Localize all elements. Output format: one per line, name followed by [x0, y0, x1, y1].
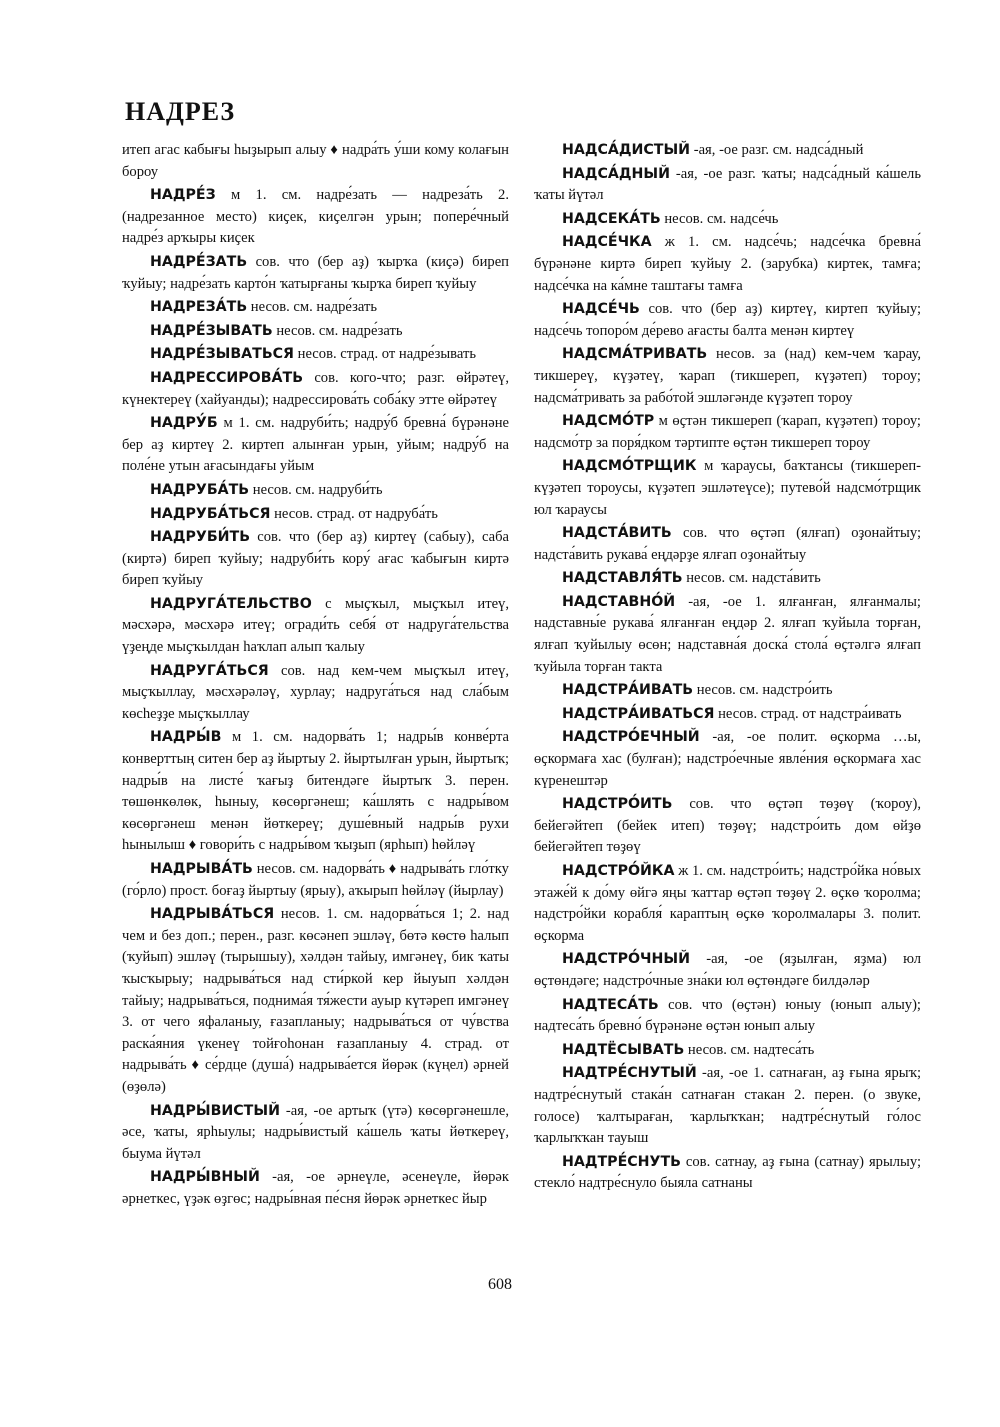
- dictionary-entry: [534, 727, 921, 792]
- entry-text: с мыҫҡыл, мыҫҡыл итеү, мәсхәрә, мәсхәрә итеү; огради́ть себя́ от надруга́тельства үҙеңде мыҫҡылдан һаҡлап алып ҡалыу: [122, 595, 509, 656]
- dictionary-entry: [122, 185, 509, 250]
- entry-headword: НАДСМО́ТРЩИК: [562, 458, 697, 475]
- entry-text: несов. см. надре́зать: [250, 299, 377, 316]
- dictionary-entry: [534, 164, 921, 207]
- entry-headword: НАДСТРО́ЙКА: [562, 863, 675, 879]
- entry-headword: НАДСТРО́ЧНЫЙ: [562, 951, 690, 968]
- dictionary-entry: [534, 592, 921, 678]
- entry-headword: НАДСА́ДНЫЙ: [562, 165, 670, 182]
- entry-headword: НАДСТАВНО́Й: [562, 593, 676, 610]
- entry-text: -ая, -ое әрнеүле, әсенеүле, йөрәк әрнеткес, үҙәк өҙгөс; надры́вная пе́сня йөрәк әрнеткес йыр: [122, 1169, 509, 1207]
- dictionary-entry: [122, 297, 509, 319]
- entry-headword: НАДРЫ́ВИСТЫЙ: [150, 1102, 280, 1119]
- entry-text: несов. 1. см. надорва́ться 1; 2. над чем и без доп.; перен., разг. көсәнеп эшләү, бөтә көстө һалып (ҡуйып) эшләү (тырышыу), хәлдән тайыу, имгәнеү, бик ҡаты ҡысҡырыу; надрыва́ться над сти́ркой кер йыуып хәлдән тайыу; надрыва́ться, поднима́я тя́жести ауыр күтәреп имгәнеү 3. от чего яфаланыу, ғазапланыу; надрыва́ться от чу́вства раска́яния үкенеү тойғоһонан ғазапланыу 4. страд. от надрыва́ть ♦ се́рдце (душа́) надрыва́ется йөрәк (күңел) әрней (өҙөлә): [122, 906, 510, 1095]
- entry-text: несов. за (над) кем-чем ҡарау, тикшереү, күҙәтеү, ҡарап (тикшереп, күҙәтеп) тороу; надсма́тривать за рабо́той эшләгәнде күҙәтеп тороу: [534, 346, 921, 406]
- entry-headword: НАДРУ́Б: [150, 415, 218, 432]
- dictionary-entry: [534, 794, 921, 859]
- dictionary-entry: [534, 232, 921, 297]
- dictionary-entry: [534, 949, 921, 992]
- entry-text: м 1. см. надруби́ть; надру́б бревна́ бүрәнәне бер аҙ киртеү 2. киртеп алынған урын, уйым; надру́б на поле́не утын ағасындағы уйым: [122, 415, 509, 475]
- entry-headword: НАДРЕ́ЗЫВАТЬ: [150, 322, 273, 339]
- entry-text: -ая, -ое 1. сатнаған, аҙ ғына ярыҡ; надтре́снутый стака́н сатнаған стакан 2. перен. (о звуке, голосе) ҡалтыраған, ҡарлыҡҡан; надтре́снутый го́лос ҡарлыҡҡан тауыш: [534, 1065, 921, 1147]
- entry-text: -ая, -ое артыҡ (үтә) көсөргәнешле, әсе, ҡаты, ярһыулы; надры́вистый ка́шель ҡаты йөткереү, быума йүтәл: [122, 1102, 509, 1162]
- entry-headword: НАДСЕ́ЧЬ: [562, 301, 640, 318]
- entry-text: несов. страд. от надре́зывать: [297, 346, 476, 363]
- dictionary-entry: [534, 209, 921, 231]
- dictionary-entry: [534, 704, 921, 726]
- dictionary-entry: [534, 344, 921, 409]
- entry-text: -ая, -ое 1. ялғанған, ялғанмалы; надставны́е рукава́ ялғанған еңдәр 2. ялғап ҡуйыла торған, ялғап ҡуйылыу өсөн; надставна́я доска́ стола́ өҫтәлгә ялғап ҡуйыла торған такта: [534, 593, 921, 675]
- dictionary-entry: [534, 299, 921, 342]
- entry-text: несов. страд. от надстра́ивать: [718, 705, 902, 722]
- entry-text: -ая, -ое (яҙылған, яҙма) юл өҫтөндәге; надстро́чные зна́ки юл өҫтөндәге билдәләр: [534, 951, 921, 989]
- entry-text: сов. над кем-чем мыҫҡыл итеү, мыҫҡыллау, мәсхәрәләү, хурлау; надруга́ться над сла́бым көсһеҙҙе мыҫҡыллау: [122, 662, 509, 722]
- dictionary-entry: [122, 1101, 509, 1166]
- dictionary-entry: [534, 861, 921, 947]
- entry-headword: НАДРЫ́В: [150, 729, 222, 746]
- entry-text: сов. кого-что; разг. өйрәтеү, күнектереү (хайуанды); надрессирова́ть соба́ку этте өйрәтеү: [122, 369, 509, 408]
- entry-headword: НАДСМО́ТР: [562, 413, 655, 430]
- dictionary-entry: [534, 1152, 921, 1195]
- entry-text: несов. см. надста́вить: [686, 570, 821, 587]
- dictionary-entry: [122, 859, 509, 902]
- dictionary-entry: [534, 523, 921, 566]
- entry-headword: НАДСМА́ТРИВАТЬ: [562, 346, 708, 363]
- entry-headword: НАДСТАВЛЯ́ТЬ: [562, 570, 683, 587]
- dictionary-entry: [122, 252, 509, 295]
- entry-text: -ая, -ое разг. см. надса́дный: [693, 142, 864, 158]
- entry-text: м ҡараусы, баҡтансы (тикшереп-күҙәтеп тороусы, күҙәтеп эшләтеүсе); путево́й надсмо́трщик юл ҡараусы: [534, 458, 921, 518]
- entry-headword: НАДСТРО́ИТЬ: [562, 796, 673, 813]
- entry-headword: НАДТРЕ́СНУТЬ: [562, 1153, 681, 1170]
- entry-headword: НАДРУБА́ТЬСЯ: [150, 505, 271, 522]
- entry-text: сов. что өҫтәп төҙөү (ҡороу), бейегәйтеп (бейек итеп) төҙөү; надстро́ить дом өйҙө бейегәйтеп төҙөү: [534, 796, 921, 856]
- entry-headword: НАДТРЕ́СНУТЫЙ: [562, 1065, 697, 1082]
- dictionary-entry: [534, 680, 921, 702]
- entry-headword: НАДРЕ́ЗЫВАТЬСЯ: [150, 346, 294, 363]
- dictionary-entry: [122, 594, 509, 659]
- entry-headword: НАДСА́ДИСТЫЙ: [562, 142, 691, 158]
- running-header: НАДРЕЗ: [125, 97, 236, 126]
- dictionary-entry: [122, 140, 509, 183]
- entry-text: несов. см. надстро́ить: [696, 682, 833, 699]
- entry-text: -ая, -ое полит. өҫкорма …ы, өҫкормаға хас (булған); надстро́ечные явле́ния өҫкормаға хас күренештәр: [534, 729, 921, 789]
- dictionary-entry: [534, 995, 921, 1038]
- dictionary-entry: [122, 321, 509, 343]
- dictionary-entry: [122, 661, 509, 726]
- entry-text: ж 1. см. надстро́ить; надстро́йка но́вых этаже́й к до́му өйгә яңы ҡаттар өҫтәп төҙөү 2. өҫкө ҡоролма; надстро́йки корабля́ караптың өҫкө ҡоролмалары 3. полит. өҫкорма: [534, 863, 921, 944]
- left-column: [122, 140, 509, 1213]
- entry-headword: НАДСТРО́ЕЧНЫЙ: [562, 729, 700, 746]
- entry-text: сов. что (бер аҙ) киртеү (сабыу), саба (киртә) биреп ҡуйыу; надруби́ть кору́ ағас ҡабығын киртә биреп ҡуйыу: [122, 529, 510, 589]
- entry-text: сов. что өҫтәп (ялғап) оҙонайтыу; надста́вить рукава́ еңдәрҙе ялғап оҙонайтыу: [534, 525, 921, 563]
- dictionary-entry: [122, 904, 509, 1098]
- entry-text: сов. что (өҫтән) юныу (юнып алыу); надтеса́ть бревно́ бүрәнәне өҫтән юнып алыу: [534, 996, 921, 1035]
- entry-headword: НАДСТРА́ИВАТЬ: [562, 682, 694, 699]
- entry-headword: НАДРУБА́ТЬ: [150, 481, 250, 498]
- page-number: 608: [488, 1276, 512, 1293]
- entry-text: несов. см. надтеса́ть: [687, 1041, 815, 1058]
- entry-headword: НАДРУБИ́ТЬ: [150, 529, 251, 546]
- entry-text: несов. страд. от надруба́ть: [274, 505, 438, 522]
- entry-headword: НАДРУГА́ТЕЛЬСТВО: [150, 595, 312, 612]
- entry-headword: НАДРЕЗА́ТЬ: [150, 299, 248, 316]
- entry-text: итеп агас кабығы һыҙырып алыу ♦ надра́ть у́ши кому колағын бороу: [122, 142, 509, 180]
- entry-text: несов. см. надсе́чь: [664, 210, 779, 227]
- dictionary-entry: [534, 568, 921, 590]
- dictionary-entry: [122, 527, 509, 592]
- dictionary-entry: [122, 344, 509, 366]
- entry-text: сов. сатнау, аҙ ғына (сатнау) ярылыу; стекло́ надтре́снуло быяла сатнаны: [534, 1153, 922, 1192]
- right-column: [534, 140, 921, 1197]
- entry-text: несов. см. надруби́ть: [252, 481, 383, 498]
- entry-text: ж 1. см. надсе́чь; надсе́чка бревна́ бүрәнәне киртә биреп ҡуйыу 2. (зарубка) киртек, тамға; надсе́чка на ка́мне таштағы тамға: [534, 234, 921, 294]
- entry-headword: НАДТЕСА́ТЬ: [562, 996, 659, 1013]
- entry-headword: НАДРЫВА́ТЬСЯ: [150, 906, 275, 923]
- entry-headword: НАДРЫВА́ТЬ: [150, 861, 253, 877]
- entry-headword: НАДРЫ́ВНЫЙ: [150, 1169, 260, 1186]
- dictionary-entry: [534, 140, 921, 162]
- entry-text: сов. что (бер аҙ) киртеү, киртеп ҡуйыу; надсе́чь топоро́м де́рево ағасты балта менән киртеү: [534, 301, 921, 339]
- dictionary-entry: [122, 413, 509, 478]
- entry-text: сов. что (бер аҙ) ҡырҡа (киҫә) биреп ҡуйыу; надре́зать карто́н ҡатырғаны ҡырҡа биреп ҡуйыу: [122, 253, 509, 292]
- entry-text: несов. см. надре́зать: [276, 322, 403, 339]
- entry-text: м өҫтән тикшереп (ҡарап, күҙәтеп) тороу; надсмо́тр за поря́дком тәртипте өҫтән тикшереп тороу: [534, 413, 921, 451]
- dictionary-entry: [534, 1040, 921, 1062]
- dictionary-entry: [534, 1063, 921, 1149]
- dictionary-entry: [122, 504, 509, 526]
- entry-headword: НАДРЕ́ЗАТЬ: [150, 253, 248, 270]
- entry-text: м 1. см. надорва́ть 1; надры́в конве́рта конверттың ситен бер аҙ йыртыу 2. йыртылған урын, йыртыҡ; надры́в на листе́ ҡағыҙ битендәге йыртыҡ 3. перен. төшөнкөлөк, һыныу, көсөргәнеш; ка́шлять с надры́вом көсөргәнеш менән йөткереү; душе́вный надры́в рухи һынылыш ♦ говори́ть с надры́вом ҡыҙып (ярһып) һөйләү: [122, 729, 509, 854]
- entry-headword: НАДРУГА́ТЬСЯ: [150, 662, 269, 679]
- entry-text: несов. см. надорва́ть ♦ надрыва́ть гло́тку (го́рло) прост. боғаҙ йыртыу (ярыу), аҡырып һөйләү (йырлау): [122, 861, 509, 899]
- dictionary-entry: [534, 456, 921, 521]
- entry-text: -ая, -ое разг. ҡаты; надса́дный ка́шель ҡаты йүтәл: [534, 165, 921, 204]
- dictionary-entry: [122, 727, 509, 857]
- dictionary-entry: [534, 411, 921, 454]
- dictionary-entry: [122, 1167, 509, 1210]
- entry-headword: НАДРЕССИРОВА́ТЬ: [150, 369, 304, 386]
- entry-headword: НАДСТА́ВИТЬ: [562, 525, 672, 542]
- entry-headword: НАДРЕ́З: [150, 187, 216, 204]
- entry-headword: НАДТЁСЫВАТЬ: [562, 1041, 685, 1058]
- dictionary-entry: [122, 480, 509, 502]
- entry-headword: НАДСЕКА́ТЬ: [562, 210, 661, 227]
- entry-headword: НАДСЕ́ЧКА: [562, 234, 652, 251]
- dictionary-entry: [122, 368, 509, 411]
- entry-headword: НАДСТРА́ИВАТЬСЯ: [562, 705, 715, 722]
- entry-text: м 1. см. надре́зать — надреза́ть 2. (надрезанное место) киҫек, киҫелгән урын; попере́чный надре́з арҡыры киҫек: [122, 187, 509, 247]
